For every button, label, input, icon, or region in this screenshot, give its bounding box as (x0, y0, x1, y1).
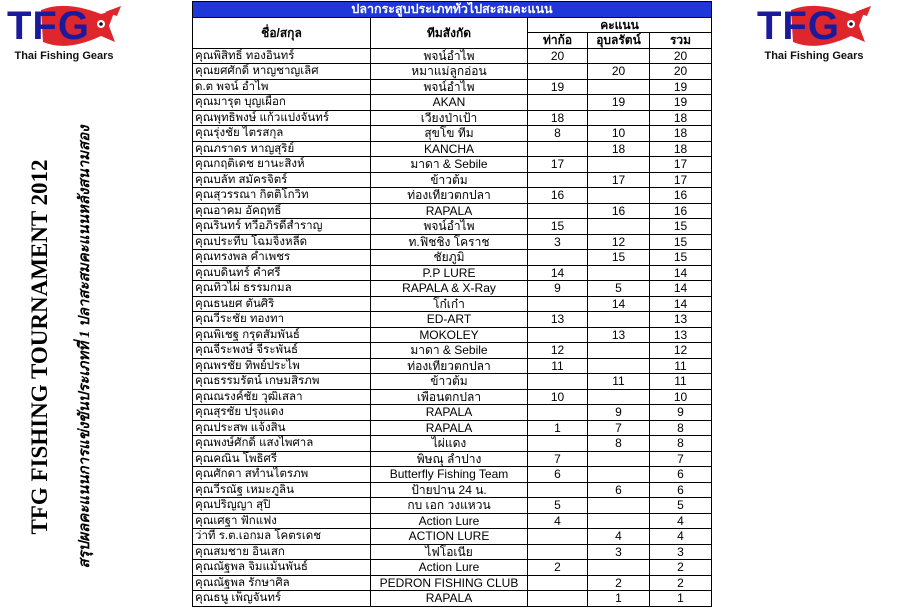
cell-team: สุขโข ทีม (371, 126, 528, 142)
cell-total: 18 (650, 141, 712, 157)
cell-score-1: 7 (528, 451, 588, 467)
table-row (193, 451, 712, 467)
cell-score-2 (588, 498, 650, 514)
cell-score-2: 18 (588, 141, 650, 157)
cell-team: RAPALA (371, 203, 528, 219)
cell-total: 18 (650, 110, 712, 126)
cell-score-1: 1 (528, 420, 588, 436)
cell-score-2 (588, 358, 650, 374)
cell-score-2: 20 (588, 64, 650, 80)
cell-name: คุณจีระพงษ์ จีระพันธ์ (193, 343, 371, 359)
cell-team: PEDRON FISHING CLUB (371, 575, 528, 591)
cell-name: คุณประทีบ โฉมจิ้งหลีด (193, 234, 371, 250)
table-row (193, 64, 712, 80)
header-name: ชื่อ/สกุล (193, 17, 371, 48)
cell-total: 9 (650, 405, 712, 421)
cell-score-1 (528, 250, 588, 266)
cell-score-2: 19 (588, 95, 650, 111)
cell-score-2: 7 (588, 420, 650, 436)
cell-total: 13 (650, 312, 712, 328)
cell-score-2: 14 (588, 296, 650, 312)
cell-score-1: 18 (528, 110, 588, 126)
table-row (193, 95, 712, 111)
cell-score-1 (528, 95, 588, 111)
header-team: ทีมสังกัด (371, 17, 528, 48)
cell-total: 11 (650, 358, 712, 374)
cell-name: คุณกฤติเดช ยานะสิงห์ (193, 157, 371, 173)
cell-total: 15 (650, 250, 712, 266)
cell-team: พจน์อำไพ (371, 219, 528, 235)
cell-name: คุณพงษ์ศักดิ์ แสงไพศาล (193, 436, 371, 452)
cell-team: RAPALA (371, 591, 528, 607)
cell-name: คุณพิสิทธิ์ ทองอินทร์ (193, 48, 371, 64)
table-row (193, 374, 712, 390)
cell-score-1 (528, 141, 588, 157)
cell-total: 20 (650, 64, 712, 80)
cell-score-2 (588, 110, 650, 126)
cell-total: 18 (650, 126, 712, 142)
cell-score-1: 13 (528, 312, 588, 328)
cell-score-1: 19 (528, 79, 588, 95)
cell-team: เวียงป่าเป้า (371, 110, 528, 126)
cell-name: คุณทิวไผ่ ธรรมกมล (193, 281, 371, 297)
tournament-title-text: TFG FISHING TOURNAMENT 2012 (27, 159, 52, 535)
cell-total: 12 (650, 343, 712, 359)
cell-score-1: 20 (528, 48, 588, 64)
cell-score-1 (528, 482, 588, 498)
cell-team: KANCHA (371, 141, 528, 157)
table-row (193, 203, 712, 219)
table-row (193, 265, 712, 281)
cell-total: 4 (650, 513, 712, 529)
cell-score-2: 11 (588, 374, 650, 390)
table-row (193, 188, 712, 204)
cell-total: 13 (650, 327, 712, 343)
cell-name: คุณวีรณัฐ เหมะภูลิน (193, 482, 371, 498)
cell-name: คุณรินทร์ ทวีอภิรดีสำราญ (193, 219, 371, 235)
table-banner: ปลากระสูบประเภททั่วไปสะสมคะแนน (193, 2, 712, 18)
cell-score-2 (588, 188, 650, 204)
cell-name: คุณธรรมรัตน์ เกษมสิรภพ (193, 374, 371, 390)
cell-name: คุณอาคม อัคฤทธิ์ (193, 203, 371, 219)
cell-team: RAPALA (371, 420, 528, 436)
table-row (193, 281, 712, 297)
cell-team: โก๋เก๋า (371, 296, 528, 312)
cell-total: 15 (650, 234, 712, 250)
cell-team: มาดา & Sebile (371, 343, 528, 359)
cell-name: คุณรุ่งชัย ไตรสกุล (193, 126, 371, 142)
cell-total: 14 (650, 296, 712, 312)
cell-name: คุณบดินทร์ คำศรี (193, 265, 371, 281)
cell-name: คุณปริญญา สุปิ (193, 498, 371, 514)
cell-total: 1 (650, 591, 712, 607)
cell-name: คุณพิเชฐ กรุดสัมพันธ์ (193, 327, 371, 343)
cell-total: 17 (650, 157, 712, 173)
cell-total: 17 (650, 172, 712, 188)
results-subtitle-text: สรุปผลคะแนนการแข่งขันประเภทที่ 1 ปลาสะสมคะแนนหลังสนามสอง (77, 125, 93, 569)
cell-team: AKAN (371, 95, 528, 111)
cell-team: ป้ายปาน 24 น. (371, 482, 528, 498)
cell-team: ชัยภูมิ (371, 250, 528, 266)
cell-score-1: 6 (528, 467, 588, 483)
table-row (193, 358, 712, 374)
table-row (193, 436, 712, 452)
cell-name: คุณณัฐพล รักษาศิล (193, 575, 371, 591)
cell-team: เพื่อนตกปลา (371, 389, 528, 405)
cell-score-2: 8 (588, 436, 650, 452)
cell-name: คุณเศฐา ฟักแฟง (193, 513, 371, 529)
cell-total: 4 (650, 529, 712, 545)
cell-score-1 (528, 327, 588, 343)
cell-name: คุณธนู เพ็ญจันทร์ (193, 591, 371, 607)
cell-total: 11 (650, 374, 712, 390)
cell-team: พิษณุ ลำปาง (371, 451, 528, 467)
cell-team: ข้าวต้ม (371, 172, 528, 188)
cell-team: พจน์อำไพ (371, 48, 528, 64)
cell-score-2 (588, 389, 650, 405)
cell-total: 16 (650, 188, 712, 204)
cell-name: คุณยศศักดิ์ หาญชาญเลิศ (193, 64, 371, 80)
cell-score-1 (528, 575, 588, 591)
cell-score-1 (528, 296, 588, 312)
header-col2: อุบลรัตน์ (588, 33, 650, 49)
header-col1: ท่าก้อ (528, 33, 588, 49)
cell-total: 14 (650, 265, 712, 281)
cell-name: คุณธนยศ ตันศิริ (193, 296, 371, 312)
cell-score-2 (588, 312, 650, 328)
cell-total: 3 (650, 544, 712, 560)
table-row (193, 141, 712, 157)
table-row (193, 172, 712, 188)
cell-name: คุณคณิน โพธิศรี (193, 451, 371, 467)
cell-score-2: 2 (588, 575, 650, 591)
table-row (193, 529, 712, 545)
cell-score-2: 17 (588, 172, 650, 188)
cell-name: ด.ต พจน์ อำไพ (193, 79, 371, 95)
cell-team: ท.ฟิชชิ่ง โคราช (371, 234, 528, 250)
cell-score-2: 1 (588, 591, 650, 607)
cell-team: ED-ART (371, 312, 528, 328)
cell-team: ท่องเที่ยวตกปลา (371, 188, 528, 204)
cell-team: P.P LURE (371, 265, 528, 281)
cell-score-2 (588, 265, 650, 281)
table-row (193, 79, 712, 95)
cell-score-1: 16 (528, 188, 588, 204)
cell-name: คุณวีระชัย ทองทา (193, 312, 371, 328)
logo-subtitle: Thai Fishing Gears (764, 50, 864, 62)
cell-score-2 (588, 48, 650, 64)
cell-score-1: 15 (528, 219, 588, 235)
cell-name: คุณณัฐพล จิมแม้นพันธ์ (193, 560, 371, 576)
cell-score-2 (588, 560, 650, 576)
table-row (193, 405, 712, 421)
cell-team: ไผ่แดง (371, 436, 528, 452)
cell-total: 14 (650, 281, 712, 297)
cell-name: คุณสุวรรณา กิตติโกวิท (193, 188, 371, 204)
table-row (193, 48, 712, 64)
cell-score-1 (528, 64, 588, 80)
cell-score-1: 17 (528, 157, 588, 173)
cell-total: 8 (650, 420, 712, 436)
cell-total: 2 (650, 560, 712, 576)
table-row (193, 544, 712, 560)
cell-score-1 (528, 405, 588, 421)
cell-score-1 (528, 529, 588, 545)
cell-name: คุณสมชาย อินเสก (193, 544, 371, 560)
table-row (193, 157, 712, 173)
cell-score-1: 2 (528, 560, 588, 576)
cell-team: ACTION LURE (371, 529, 528, 545)
cell-total: 15 (650, 219, 712, 235)
cell-name: ว่าที่ ร.ต.เอกมล โคตรเดช (193, 529, 371, 545)
cell-score-2: 13 (588, 327, 650, 343)
cell-score-2: 12 (588, 234, 650, 250)
cell-total: 20 (650, 48, 712, 64)
logo-text: TFG (757, 4, 840, 48)
cell-score-2: 3 (588, 544, 650, 560)
cell-team: พจน์อำไพ (371, 79, 528, 95)
tfg-logo-right (755, 4, 890, 68)
cell-score-1: 8 (528, 126, 588, 142)
cell-score-2: 9 (588, 405, 650, 421)
cell-total: 6 (650, 482, 712, 498)
header-total: รวม (650, 33, 712, 49)
cell-score-1 (528, 591, 588, 607)
table-row (193, 513, 712, 529)
cell-score-1: 12 (528, 343, 588, 359)
table-row (193, 234, 712, 250)
cell-name: คุณทรงพล คำเพชร (193, 250, 371, 266)
cell-team: หมาแม่ลูกอ่อน (371, 64, 528, 80)
table-row (193, 126, 712, 142)
table-row (193, 575, 712, 591)
cell-name: คุณภราดร หาญสุริย์ (193, 141, 371, 157)
cell-name: คุณศักดา สทำนไตรภพ (193, 467, 371, 483)
table-row (193, 389, 712, 405)
table-row (193, 250, 712, 266)
cell-score-1 (528, 203, 588, 219)
table-row (193, 420, 712, 436)
cell-score-2: 6 (588, 482, 650, 498)
cell-total: 6 (650, 467, 712, 483)
cell-score-1 (528, 436, 588, 452)
table-row (193, 343, 712, 359)
cell-score-1: 5 (528, 498, 588, 514)
logo-text: TFG (7, 4, 90, 48)
cell-total: 10 (650, 389, 712, 405)
table-row (193, 591, 712, 607)
cell-score-2: 5 (588, 281, 650, 297)
cell-total: 7 (650, 451, 712, 467)
cell-team: ไฟโอเนีย (371, 544, 528, 560)
tournament-title (20, 112, 60, 582)
cell-team: ข้าวต้ม (371, 374, 528, 390)
cell-total: 16 (650, 203, 712, 219)
cell-score-2: 15 (588, 250, 650, 266)
cell-total: 2 (650, 575, 712, 591)
cell-team: มาดา & Sebile (371, 157, 528, 173)
table-row (193, 327, 712, 343)
results-subtitle (72, 112, 96, 582)
cell-total: 5 (650, 498, 712, 514)
cell-score-2 (588, 343, 650, 359)
cell-score-1: 10 (528, 389, 588, 405)
cell-score-1: 14 (528, 265, 588, 281)
cell-team: RAPALA & X-Ray (371, 281, 528, 297)
cell-team: ท่องเที่ยวตกปลา (371, 358, 528, 374)
cell-name: คุณประสพ แจ้งสิน (193, 420, 371, 436)
cell-score-1: 3 (528, 234, 588, 250)
cell-team: MOKOLEY (371, 327, 528, 343)
table-row (193, 482, 712, 498)
cell-name: คุณณรงค์ชัย วุฒิเสลา (193, 389, 371, 405)
cell-score-1 (528, 172, 588, 188)
cell-score-1: 11 (528, 358, 588, 374)
cell-name: คุณสุรชัย ปรุงแดง (193, 405, 371, 421)
cell-score-1: 4 (528, 513, 588, 529)
cell-team: RAPALA (371, 405, 528, 421)
table-row (193, 296, 712, 312)
cell-total: 19 (650, 79, 712, 95)
score-table (192, 1, 712, 607)
table-row (193, 498, 712, 514)
cell-score-2: 16 (588, 203, 650, 219)
cell-score-1: 9 (528, 281, 588, 297)
cell-name: คุณมารุต บุญเผือก (193, 95, 371, 111)
table-row (193, 312, 712, 328)
table-row (193, 219, 712, 235)
cell-team: Action Lure (371, 513, 528, 529)
cell-team: Action Lure (371, 560, 528, 576)
header-score-group: คะแนน (528, 17, 712, 33)
cell-score-2: 10 (588, 126, 650, 142)
table-body (193, 48, 712, 606)
table-row (193, 467, 712, 483)
cell-score-2 (588, 451, 650, 467)
cell-name: คุณพุทธิพงษ์ แก้วแปงจันทร์ (193, 110, 371, 126)
cell-score-2: 4 (588, 529, 650, 545)
cell-score-2 (588, 513, 650, 529)
tfg-logo-left (5, 4, 140, 68)
table-row (193, 560, 712, 576)
logo-subtitle: Thai Fishing Gears (14, 50, 114, 62)
cell-score-2 (588, 467, 650, 483)
cell-score-1 (528, 374, 588, 390)
table-row (193, 110, 712, 126)
cell-score-2 (588, 79, 650, 95)
cell-total: 19 (650, 95, 712, 111)
cell-name: คุณบลัท สมัครจิตร์ (193, 172, 371, 188)
cell-score-2 (588, 157, 650, 173)
cell-team: กบ เอก วงแหวน (371, 498, 528, 514)
cell-total: 8 (650, 436, 712, 452)
cell-score-2 (588, 219, 650, 235)
cell-name: คุณพรชัย ทิพย์ประไพ (193, 358, 371, 374)
cell-team: Butterfly Fishing Team (371, 467, 528, 483)
cell-score-1 (528, 544, 588, 560)
